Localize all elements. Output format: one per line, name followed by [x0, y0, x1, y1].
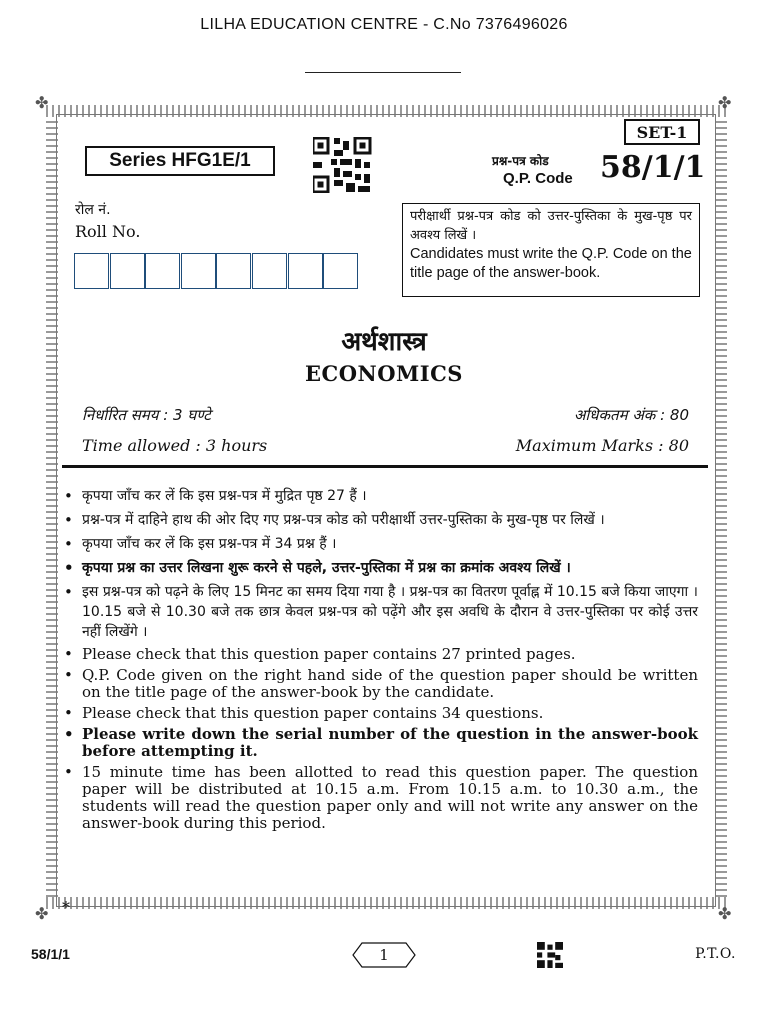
- roll-number-cell[interactable]: [323, 253, 358, 289]
- corner-ornament-icon: ✤: [35, 93, 49, 112]
- instruction-item: • Please write down the serial number of the question in the answer-book before attempting it.: [62, 726, 698, 760]
- notice-english: Candidates must write the Q.P. Code on the title page of the answer-book.: [410, 246, 692, 281]
- maximum-marks-hindi: अधिकतम अंक : 80: [573, 406, 689, 424]
- instruction-item: • Please check that this question paper contains 34 questions.: [62, 705, 698, 722]
- instruction-item: • Please check that this question paper contains 27 printed pages.: [62, 646, 698, 663]
- header-divider: [305, 72, 461, 73]
- candidate-notice: [402, 203, 700, 297]
- qr-code-icon: [537, 942, 563, 968]
- roll-number-cell[interactable]: [252, 253, 287, 289]
- time-allowed: Time allowed : 3 hours: [82, 436, 268, 455]
- corner-ornament-icon: ✤: [718, 93, 732, 112]
- qr-code-icon: [313, 137, 373, 193]
- instruction-item: • Q.P. Code given on the right hand side of the question paper should be written on the title page of the answer-book by the candidate.: [62, 667, 698, 701]
- instruction-item: • प्रश्न-पत्र में दाहिने हाथ की ओर दिए गए प्रश्न-पत्र कोड को परीक्षार्थी उत्तर-पुस्तिका के मुख-पृष्ठ पर लिखें ।: [62, 510, 698, 530]
- subject-title-hindi: अर्थशास्त्र: [341, 327, 427, 357]
- corner-ornament-icon: ✤: [35, 904, 49, 923]
- time-allowed-hindi: निर्धारित समय : 3 घण्टे: [82, 406, 211, 424]
- roll-number-cell[interactable]: [110, 253, 145, 289]
- maximum-marks: Maximum Marks : 80: [515, 436, 689, 455]
- set-badge: SET-1: [624, 119, 700, 145]
- footer-pto: P.T.O.: [695, 946, 736, 962]
- header-centre-name: LILHA EDUCATION CENTRE - C.No 7376496026: [200, 16, 568, 33]
- qp-code-label: Q.P. Code: [503, 170, 573, 187]
- notice-hindi: परीक्षार्थी प्रश्न-पत्र कोड को उत्तर-पुस्तिका के मुख-पृष्ठ पर अवश्य लिखें ।: [410, 209, 692, 243]
- instructions-list: [62, 486, 698, 836]
- roll-label: Roll No.: [75, 222, 141, 241]
- corner-ornament-icon: ✤: [718, 904, 732, 923]
- footer-qp-code: 58/1/1: [31, 946, 70, 962]
- instruction-item: • इस प्रश्न-पत्र को पढ़ने के लिए 15 मिनट का समय दिया गया है । प्रश्न-पत्र का वितरण पूर्वाह्न में 10.15 बजे किया जाएगा । 10.15 बजे से 10.30 बजे तक छात्र केवल प्रश्न-पत्र को पढ़ेंगे और इस अवधि के दौरान वे उत्तर-पुस्तिका पर कोई उत्तर नहीं लिखेंगे ।: [62, 582, 698, 642]
- instruction-item: • कृपया प्रश्न का उत्तर लिखना शुरू करने से पहले, उत्तर-पुस्तिका में प्रश्न का क्रमांक अवश्य लिखें ।: [62, 558, 698, 578]
- page-number: 1: [379, 946, 389, 964]
- instruction-item: • कृपया जाँच कर लें कि इस प्रश्न-पत्र में 34 प्रश्न हैं ।: [62, 534, 698, 554]
- instruction-item: • 15 minute time has been allotted to read this question paper. The question paper will be distributed at 10.15 a.m. From 10.15 a.m. to 10.30 a.m., the students will read the question paper only and will not write any answer on the answer-book during this period.: [62, 764, 698, 832]
- roll-label-hindi: रोल नं.: [75, 202, 111, 218]
- roll-number-cell[interactable]: [216, 253, 251, 289]
- series-label: Series HFG1E/1: [85, 146, 275, 176]
- roll-number-cell[interactable]: [288, 253, 323, 289]
- roll-number-cell[interactable]: [74, 253, 109, 289]
- qp-code-label-hindi: प्रश्न-पत्र कोड: [492, 154, 549, 168]
- instruction-item: • कृपया जाँच कर लें कि इस प्रश्न-पत्र में मुद्रित पृष्ठ 27 हैं ।: [62, 486, 698, 506]
- roll-number-cell[interactable]: [181, 253, 216, 289]
- qp-code-value: 58/1/1: [600, 150, 706, 185]
- subject-title: ECONOMICS: [305, 361, 463, 386]
- star-mark: *: [62, 898, 70, 917]
- roll-number-boxes: [74, 253, 359, 289]
- section-divider: [62, 465, 708, 468]
- roll-number-cell[interactable]: [145, 253, 180, 289]
